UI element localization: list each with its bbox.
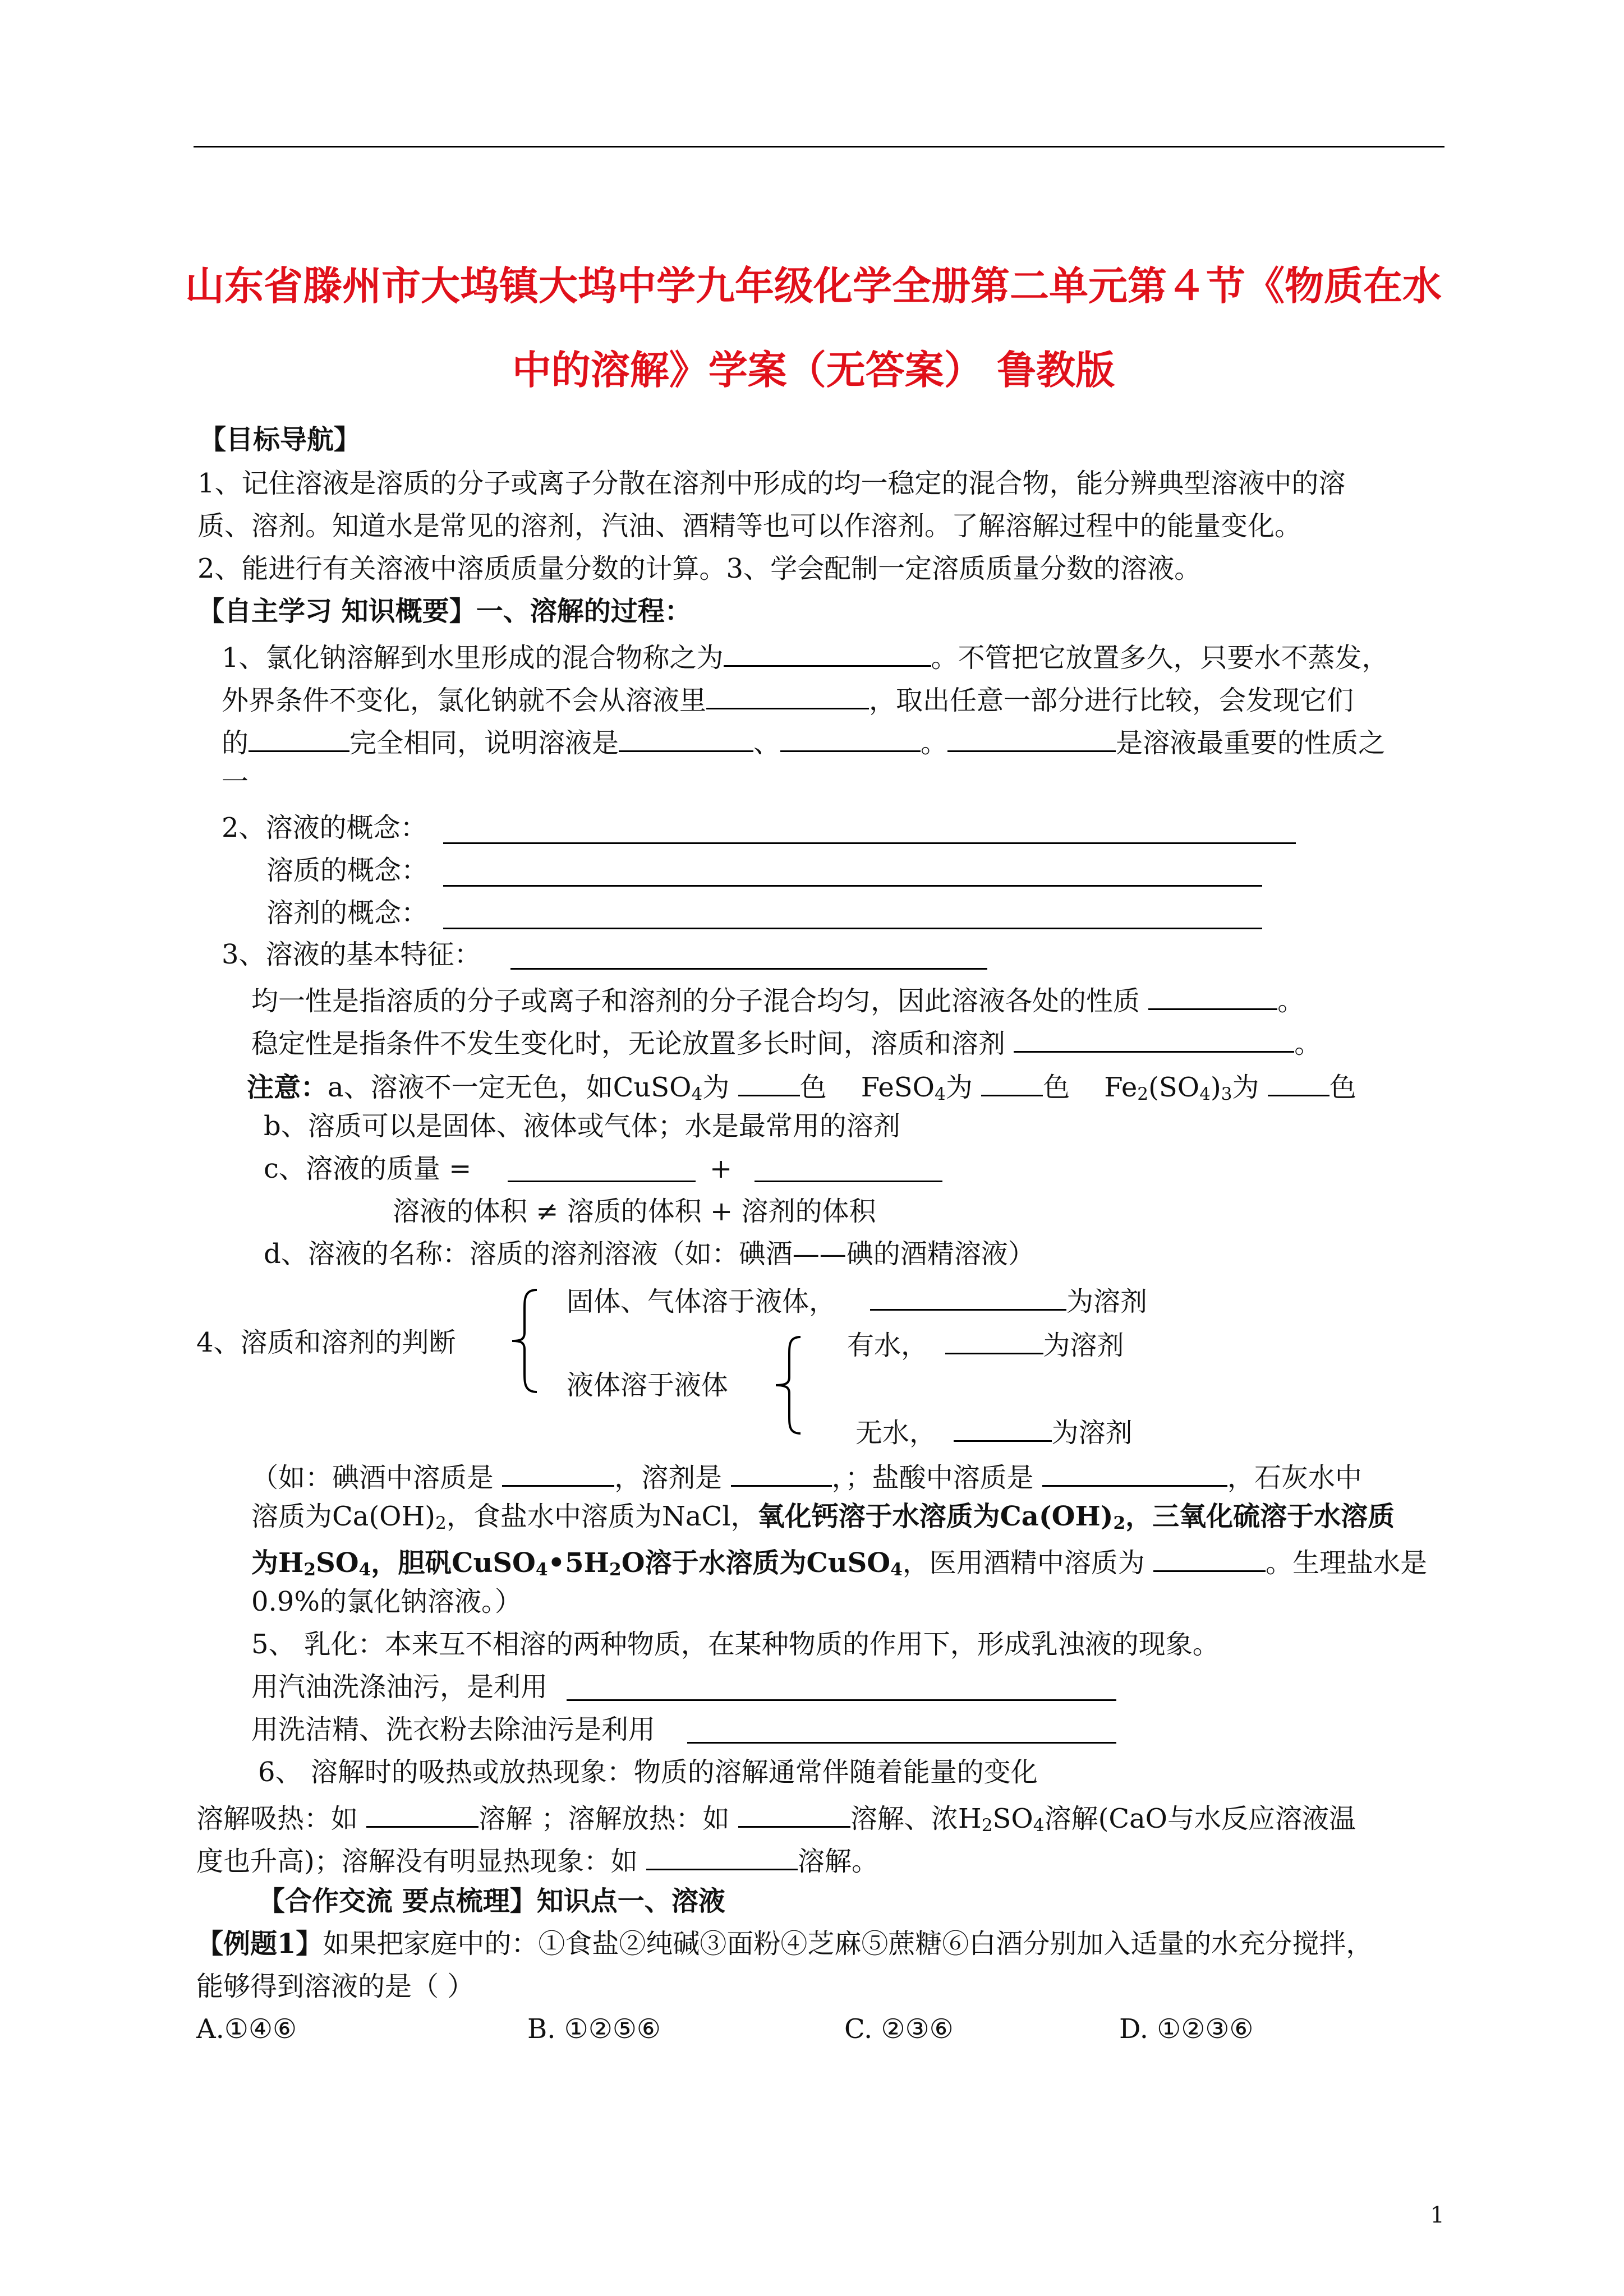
judge-water-end: 为溶剂 (1043, 1330, 1124, 1361)
para1-line-2-text-b: ，取出任意一部分进行比较，会发现它们 (869, 685, 1354, 716)
ex-l3-text-f: ，医用酒精中溶质为 (902, 1547, 1145, 1579)
blank-iodine-solvent[interactable] (731, 1460, 832, 1487)
uniform-text: 均一性是指溶质的分子或离子和溶剂的分子混合均匀，因此溶液各处的性质 (251, 985, 1140, 1017)
heat-l1-text-e: 溶解(CaO与水反应溶液温 (1044, 1803, 1356, 1834)
ex-l3-sub-2: 4 (358, 1560, 371, 1580)
judge-water-text: 有水， (847, 1330, 928, 1361)
ex-l2-sub-1: 2 (435, 1513, 447, 1534)
ex-l1-text-d: ，石灰水中 (1227, 1462, 1362, 1493)
note-a-text-11: 色 (1329, 1072, 1356, 1103)
para1-line-1 (222, 640, 1389, 674)
judge-solid-end: 为溶剂 (1066, 1286, 1148, 1317)
blank-feso4-color[interactable] (981, 1070, 1043, 1096)
example1-line-2: 能够得到溶液的是（ ） (196, 1971, 475, 2002)
goals-line-3: 2、能进行有关溶液中溶质质量分数的计算。3、学会配制一定溶质质量分数的溶液。 (197, 553, 1202, 584)
concept-solute-label: 溶质的概念： (266, 855, 429, 886)
heat-heading: 6、 溶解时的吸热或放热现象：物质的溶解通常伴随着能量的变化 (258, 1756, 1038, 1788)
note-a-text-1: a、溶液不一定无色，如CuSO (328, 1072, 692, 1103)
ex-l2-text-b: ，食盐水中溶质为NaCl， (446, 1501, 758, 1532)
blank-stable[interactable] (780, 726, 921, 752)
ex-l3-text-a: 为H (251, 1547, 304, 1579)
emulsify-b-line: 用洗洁精、洗衣粉去除油污是利用 (251, 1714, 656, 1745)
blank-nowater-solvent[interactable] (954, 1416, 1052, 1442)
para1-line-2 (222, 683, 1354, 714)
heat-l1-sub-1: 2 (981, 1815, 993, 1836)
blank-gasoline[interactable] (567, 1699, 1116, 1701)
note-a-sub-3: 2 (1137, 1084, 1149, 1105)
uniform-line (251, 984, 1304, 1015)
option-a[interactable]: A.①④⑥ (196, 2013, 297, 2045)
judge-water-line (847, 1328, 1124, 1359)
note-a-text-6: 色 (1043, 1072, 1070, 1103)
blank-solvent-mass[interactable] (755, 1181, 942, 1182)
judge-nowater-end: 为溶剂 (1051, 1417, 1133, 1449)
blank-hcl-solute[interactable] (1042, 1460, 1227, 1487)
blank-key-property[interactable] (947, 726, 1116, 752)
ex-l3-text-c: ，胆矾CuSO (371, 1547, 536, 1579)
ex-l3-text-d: •5H (548, 1547, 609, 1579)
self-study-heading: 【自主学习 知识概要】一、溶解的过程： (197, 596, 692, 627)
judge-label: 4、溶质和溶剂的判断 (196, 1327, 456, 1358)
heat-line-2 (196, 1844, 878, 1875)
ex-l3-text-e: O溶于水溶质为CuSO (621, 1547, 891, 1579)
blank-separate[interactable] (706, 683, 869, 709)
uniform-end: 。 (1277, 985, 1305, 1017)
ex-l3-text-b: SO (316, 1547, 359, 1579)
option-d[interactable]: D. ①②③⑥ (1119, 2013, 1254, 2045)
goals-line-1: 1、记住溶液是溶质的分子或离子分散在溶剂中形成的均一稳定的混合物，能分辨典型溶液中的溶 (197, 468, 1346, 499)
concept-solution-label: 2、溶液的概念： (222, 812, 427, 843)
goals-heading: 【目标导航】 (199, 424, 361, 455)
emulsify-a-line: 用汽油洗涤油污，是利用 (251, 1671, 548, 1703)
ex-l1-text-b: ，溶剂是 (614, 1462, 723, 1493)
examples-line-4: 0.9%的氯化钠溶液。） (251, 1586, 522, 1617)
blank-solid-solvent[interactable] (870, 1284, 1066, 1311)
blank-uniform-property[interactable] (1148, 984, 1277, 1010)
blank-detergent[interactable] (687, 1742, 1116, 1744)
goals-line-2: 质、溶剂。知道水是常见的溶剂，汽油、酒精等也可以作溶剂。了解溶解过程中的能量变化。 (197, 510, 1302, 542)
heat-l1-text-c: 溶解、浓H (850, 1803, 982, 1834)
note-a-sub-2: 4 (935, 1084, 946, 1105)
heat-l2-text-a: 度也升高)；溶解没有明显热现象：如 (196, 1846, 638, 1877)
note-d-line: d、溶液的名称：溶质的溶剂溶液（如：碘酒——碘的酒精溶液） (264, 1238, 1035, 1270)
judge-nowater-line (855, 1416, 1133, 1449)
concept-solution-line[interactable] (443, 842, 1296, 844)
features-label: 3、溶液的基本特征： (222, 939, 481, 970)
ex-l1-text-c: ，；盐酸中溶质是 (831, 1462, 1034, 1493)
blank-exothermic[interactable] (738, 1801, 850, 1828)
note-a-sub-1: 4 (691, 1084, 703, 1105)
blank-no-heat[interactable] (646, 1844, 798, 1870)
inner-brace-icon (771, 1335, 805, 1436)
judge-solid-text: 固体、气体溶于液体， (567, 1286, 836, 1317)
ex-l3-sub-3: 4 (535, 1560, 548, 1580)
blank-uniform[interactable] (619, 726, 753, 752)
blank-cuso4-color[interactable] (738, 1070, 800, 1096)
ex-l3-sub-1: 2 (303, 1560, 316, 1580)
examples-line-2 (251, 1503, 1395, 1532)
blank-fe2so43-color[interactable] (1268, 1070, 1329, 1096)
header-rule (194, 146, 1444, 147)
para1-line-3 (222, 726, 1385, 757)
para1-line-4: 一 (222, 766, 249, 797)
example1-label: 【例题1】 (196, 1928, 323, 1960)
ex-l1-text-a: （如：碘酒中溶质是 (251, 1462, 494, 1493)
note-a-text-9: ) (1210, 1072, 1221, 1103)
para1-line-3-text-b: 完全相同，说明溶液是 (349, 727, 619, 759)
examples-line-1 (251, 1460, 1362, 1491)
blank-mixture-name[interactable] (724, 640, 931, 667)
note-a-text-5: 为 (945, 1072, 973, 1103)
heat-l1-text-a: 溶解吸热：如 (196, 1803, 358, 1834)
blank-property[interactable] (249, 726, 349, 752)
para1-line-3-text-e: 是溶液最重要的性质之 (1116, 727, 1386, 759)
ex-l3-text-g: 。生理盐水是 (1266, 1547, 1428, 1579)
title-line-2: 中的溶解》学案（无答案） 鲁教版 (512, 347, 1115, 393)
note-c-volume: 溶液的体积 ≠ 溶质的体积 + 溶剂的体积 (393, 1196, 876, 1227)
stable-end: 。 (1294, 1028, 1322, 1059)
title-line-1: 山东省滕州市大坞镇大坞中学九年级化学全册第二单元第４节《物质在水 (185, 263, 1442, 309)
ex-l2-text-a: 溶质为Ca(OH) (251, 1501, 436, 1532)
blank-stable-property[interactable] (1014, 1026, 1294, 1053)
heat-line-1 (196, 1801, 1356, 1834)
para1-line-3-text-c: 、 (753, 727, 781, 759)
example1-text: 如果把家庭中的：①食盐②纯碱③面粉④芝麻⑤蔗糖⑥白酒分别加入适量的水充分搅拌， (323, 1928, 1373, 1960)
note-c-plus: + (710, 1153, 733, 1184)
blank-alcohol-solute[interactable] (1153, 1546, 1266, 1572)
note-a-sub-4: 4 (1199, 1084, 1211, 1105)
heat-l2-text-b: 溶解。 (798, 1846, 879, 1877)
judge-solid-line (567, 1284, 1147, 1315)
blank-water-solvent[interactable] (945, 1328, 1043, 1354)
para1-line-3-text-d: 。 (921, 727, 948, 759)
note-a-text-2: 为 (702, 1072, 730, 1103)
ex-l2-text-d: ，三氧化硫溶于水溶质 (1125, 1501, 1395, 1532)
stable-text: 稳定性是指条件不发生变化时，无论放置多长时间，溶质和溶剂 (251, 1028, 1006, 1059)
note-c-text-1: c、溶液的质量 = (264, 1153, 472, 1184)
concept-solvent-line[interactable] (443, 928, 1262, 929)
note-c-line (264, 1155, 471, 1182)
heat-l1-sub-2: 4 (1033, 1815, 1045, 1836)
note-a-sub-5: 3 (1221, 1084, 1232, 1105)
features-line[interactable] (510, 968, 987, 970)
left-brace-icon (508, 1288, 541, 1394)
para1-line-3-text-a: 的 (222, 727, 249, 759)
para1-line-1-text-a: 1、氯化钠溶解到水里形成的混合物称之为 (222, 642, 724, 674)
emulsify-line: 5、 乳化：本来互不相溶的两种物质，在某种物质的作用下，形成乳浊液的现象。 (251, 1629, 1220, 1660)
stable-line (251, 1026, 1321, 1057)
note-label: 注意： (247, 1072, 328, 1103)
concept-solute-line[interactable] (443, 885, 1262, 887)
option-c[interactable]: C. ②③⑥ (844, 2013, 954, 2045)
option-b[interactable]: B. ①②⑤⑥ (527, 2013, 661, 2045)
concept-solvent-label: 溶剂的概念： (266, 897, 429, 929)
judge-liquid-label: 液体溶于液体 (567, 1370, 729, 1401)
note-a-text-8: (SO (1148, 1072, 1200, 1103)
example1-line-1 (196, 1928, 1373, 1960)
heat-l1-text-d: SO (992, 1803, 1033, 1834)
judge-nowater-text: 无水， (855, 1417, 937, 1449)
ex-l2-sub-2: 2 (1113, 1513, 1126, 1534)
note-a-text-10: 为 (1232, 1072, 1259, 1103)
note-b-line: b、溶质可以是固体、液体或气体；水是最常用的溶剂 (264, 1110, 900, 1142)
ex-l2-text-c: 氧化钙溶于水溶质为Ca(OH) (757, 1501, 1114, 1532)
note-a-text-4: FeSO (861, 1072, 935, 1103)
ex-l3-sub-4: 2 (609, 1560, 622, 1580)
page-number: 1 (1430, 2202, 1444, 2228)
note-a-line (247, 1070, 1356, 1103)
para1-line-2-text-a: 外界条件不变化，氯化钠就不会从溶液里 (222, 685, 707, 716)
blank-solute-mass[interactable] (508, 1181, 696, 1182)
note-a-text-7: Fe (1104, 1072, 1138, 1103)
note-a-text-3: 色 (799, 1072, 827, 1103)
blank-iodine-solute[interactable] (502, 1460, 614, 1487)
coop-heading: 【合作交流 要点梳理】知识点一、溶液 (258, 1885, 725, 1917)
blank-endothermic[interactable] (366, 1801, 479, 1828)
examples-line-3 (251, 1546, 1427, 1579)
ex-l3-sub-5: 4 (890, 1560, 903, 1580)
para1-line-1-text-b: 。不管把它放置多久，只要水不蒸发， (931, 642, 1389, 674)
heat-l1-text-b: 溶解 ；溶解放热：如 (479, 1803, 730, 1834)
